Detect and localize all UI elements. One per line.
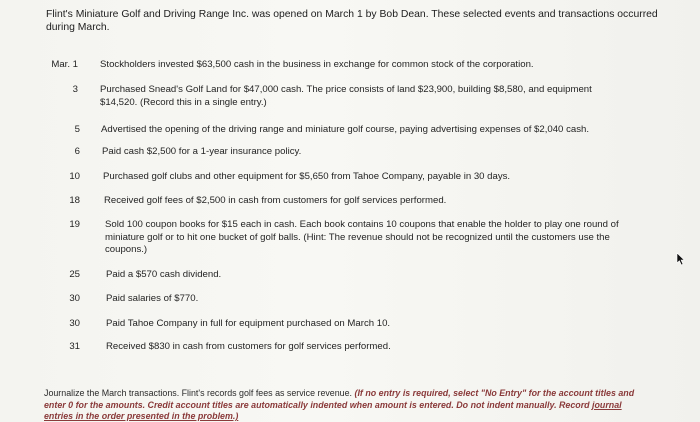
transaction-description: Sold 100 coupon books for $15 each in cash. Each book contains 10 coupons that enable the holder to play one round of miniature golf or to hit one bucket of golf balls. (Hint: The revenue should not be recognized until the customers use the coupons.)	[105, 219, 619, 256]
transaction-description: Purchased golf clubs and other equipment for $5,650 from Tahoe Company, payable in 30 days.	[103, 171, 511, 182]
problem-intro: Flint's Miniature Golf and Driving Range Inc. was opened on March 1 by Bob Dean. These selected events and transactions occurred during March.	[46, 9, 658, 33]
transaction-date: Mar. 1	[51, 59, 78, 70]
transaction-description: Received $830 in cash from customers for golf services performed.	[106, 341, 391, 352]
transaction-date: 30	[69, 293, 80, 304]
transaction-description: Stockholders invested $63,500 cash in the business in exchange for common stock of the corporation.	[100, 59, 534, 70]
transaction-date: 6	[74, 146, 80, 157]
transaction-description: Received golf fees of $2,500 in cash from customers for golf services performed.	[104, 195, 447, 206]
instructions-note-tail: journal entries in the order presented in the problem.)	[44, 399, 622, 422]
transaction-date: 19	[69, 219, 80, 230]
transaction-date: 31	[69, 341, 80, 352]
transaction-date: 3	[72, 84, 78, 95]
transaction-date: 18	[69, 195, 80, 206]
transaction-description: Paid a $570 cash dividend.	[106, 269, 222, 280]
transaction-date: 25	[69, 269, 80, 280]
transaction-date: 5	[74, 124, 80, 135]
transaction-description: Paid Tahoe Company in full for equipment purchased on March 10.	[106, 318, 391, 329]
arrow-cursor-icon	[676, 252, 686, 266]
instructions	[44, 388, 644, 422]
transaction-description: Paid salaries of $770.	[106, 293, 199, 304]
transaction-date: 30	[69, 318, 80, 329]
instructions-note: (If no entry is required, select "No Entry" for the account titles and enter 0 for the amounts. Credit account titles are automatically indented when amount is entered. Do not indent manually. Record	[44, 388, 635, 410]
instructions-main: Journalize the March transactions. Flint's records golf fees as service revenue.	[44, 388, 355, 398]
transaction-description: Purchased Snead's Golf Land for $47,000 cash. The price consists of land $23,900, building $8,580, and equipment $14,520. (Record this in a single entry.)	[100, 84, 592, 108]
transaction-description: Advertised the opening of the driving range and miniature golf course, paying advertising expenses of $2,040 cash.	[101, 124, 589, 135]
transaction-date: 10	[69, 171, 80, 182]
transaction-description: Paid cash $2,500 for a 1-year insurance policy.	[102, 146, 302, 157]
